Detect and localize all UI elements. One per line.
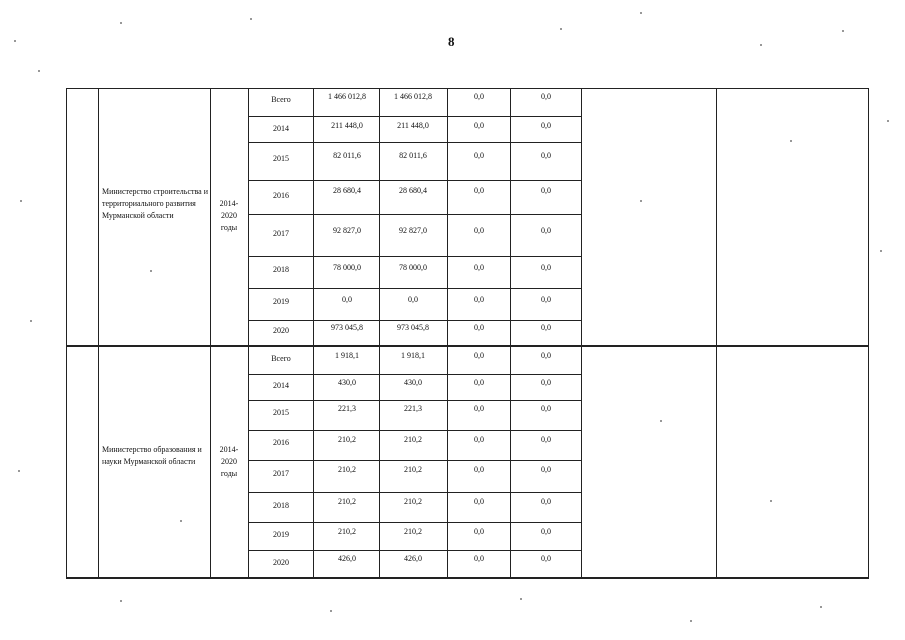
federal-cell: 0,0 (474, 92, 484, 101)
regional-cell: 28 680,4 (399, 186, 427, 195)
column-divider (379, 88, 380, 579)
page-number: 8 (448, 34, 455, 49)
regional-cell: 92 827,0 (399, 226, 427, 235)
row-divider (248, 142, 582, 143)
total-cell: 426,0 (338, 554, 356, 563)
regional-cell: 426,0 (404, 554, 422, 563)
other-cell: 0,0 (541, 121, 551, 130)
year-cell: 2019 (273, 297, 289, 306)
year-cell: Всего (271, 95, 291, 104)
year-cell: 2020 (273, 326, 289, 335)
row-divider (248, 180, 582, 181)
year-cell: 2018 (273, 265, 289, 274)
column-divider (98, 88, 99, 579)
row-divider (248, 550, 582, 551)
executor-name: Министерство строительства и территориального развития Мурманской области (102, 187, 208, 220)
federal-cell: 0,0 (474, 378, 484, 387)
regional-cell: 973 045,8 (397, 323, 429, 332)
table-right-border (868, 88, 869, 579)
regional-cell: 82 011,6 (399, 151, 427, 160)
total-cell: 78 000,0 (333, 263, 361, 272)
regional-cell: 1 918,1 (401, 351, 425, 360)
row-divider (248, 214, 582, 215)
executor-name: Министерство образования и науки Мурманской области (102, 445, 202, 466)
total-cell: 973 045,8 (331, 323, 363, 332)
row-divider (248, 460, 582, 461)
row-divider (248, 492, 582, 493)
other-cell: 0,0 (541, 435, 551, 444)
total-cell: 0,0 (342, 295, 352, 304)
regional-cell: 78 000,0 (399, 263, 427, 272)
total-cell: 211 448,0 (331, 121, 363, 130)
other-cell: 0,0 (541, 351, 551, 360)
table-left-border (66, 88, 67, 579)
other-cell: 0,0 (541, 497, 551, 506)
regional-cell: 210,2 (404, 465, 422, 474)
federal-cell: 0,0 (474, 121, 484, 130)
total-cell: 430,0 (338, 378, 356, 387)
year-cell: 2016 (273, 438, 289, 447)
section-divider (66, 345, 869, 347)
other-cell: 0,0 (541, 92, 551, 101)
total-cell: 28 680,4 (333, 186, 361, 195)
year-cell: 2018 (273, 501, 289, 510)
year-cell: 2017 (273, 469, 289, 478)
federal-cell: 0,0 (474, 186, 484, 195)
other-cell: 0,0 (541, 527, 551, 536)
federal-cell: 0,0 (474, 465, 484, 474)
table-top-border (66, 88, 869, 89)
year-cell: 2016 (273, 191, 289, 200)
federal-cell: 0,0 (474, 295, 484, 304)
row-divider (248, 288, 582, 289)
other-cell: 0,0 (541, 151, 551, 160)
column-divider (210, 88, 211, 579)
other-cell: 0,0 (541, 226, 551, 235)
other-cell: 0,0 (541, 263, 551, 272)
regional-cell: 211 448,0 (397, 121, 429, 130)
regional-cell: 221,3 (404, 404, 422, 413)
column-divider (716, 88, 717, 579)
column-divider (248, 88, 249, 579)
year-cell: Всего (271, 354, 291, 363)
year-cell: 2020 (273, 558, 289, 567)
year-cell: 2019 (273, 530, 289, 539)
regional-cell: 210,2 (404, 497, 422, 506)
total-cell: 210,2 (338, 527, 356, 536)
column-divider (581, 88, 582, 579)
total-cell: 210,2 (338, 497, 356, 506)
other-cell: 0,0 (541, 465, 551, 474)
column-divider (510, 88, 511, 579)
year-cell: 2015 (273, 408, 289, 417)
column-divider (447, 88, 448, 579)
year-cell: 2014 (273, 381, 289, 390)
row-divider (248, 400, 582, 401)
total-cell: 1 918,1 (335, 351, 359, 360)
regional-cell: 1 466 012,8 (394, 92, 432, 101)
federal-cell: 0,0 (474, 323, 484, 332)
total-cell: 210,2 (338, 435, 356, 444)
regional-cell: 210,2 (404, 435, 422, 444)
column-divider (313, 88, 314, 579)
federal-cell: 0,0 (474, 404, 484, 413)
other-cell: 0,0 (541, 404, 551, 413)
row-divider (248, 374, 582, 375)
other-cell: 0,0 (541, 186, 551, 195)
period: 2014-2020 годы (219, 445, 239, 478)
row-divider (248, 522, 582, 523)
regional-cell: 430,0 (404, 378, 422, 387)
row-divider (248, 256, 582, 257)
federal-cell: 0,0 (474, 226, 484, 235)
period: 2014-2020 годы (219, 199, 239, 232)
federal-cell: 0,0 (474, 263, 484, 272)
total-cell: 210,2 (338, 465, 356, 474)
total-cell: 92 827,0 (333, 226, 361, 235)
federal-cell: 0,0 (474, 554, 484, 563)
other-cell: 0,0 (541, 323, 551, 332)
year-cell: 2015 (273, 154, 289, 163)
federal-cell: 0,0 (474, 435, 484, 444)
federal-cell: 0,0 (474, 527, 484, 536)
other-cell: 0,0 (541, 378, 551, 387)
total-cell: 1 466 012,8 (328, 92, 366, 101)
table-bottom-border (66, 577, 869, 579)
federal-cell: 0,0 (474, 151, 484, 160)
year-cell: 2014 (273, 124, 289, 133)
federal-cell: 0,0 (474, 351, 484, 360)
regional-cell: 210,2 (404, 527, 422, 536)
regional-cell: 0,0 (408, 295, 418, 304)
other-cell: 0,0 (541, 554, 551, 563)
row-divider (248, 116, 582, 117)
row-divider (248, 320, 582, 321)
other-cell: 0,0 (541, 295, 551, 304)
federal-cell: 0,0 (474, 497, 484, 506)
row-divider (248, 430, 582, 431)
total-cell: 221,3 (338, 404, 356, 413)
year-cell: 2017 (273, 229, 289, 238)
total-cell: 82 011,6 (333, 151, 361, 160)
